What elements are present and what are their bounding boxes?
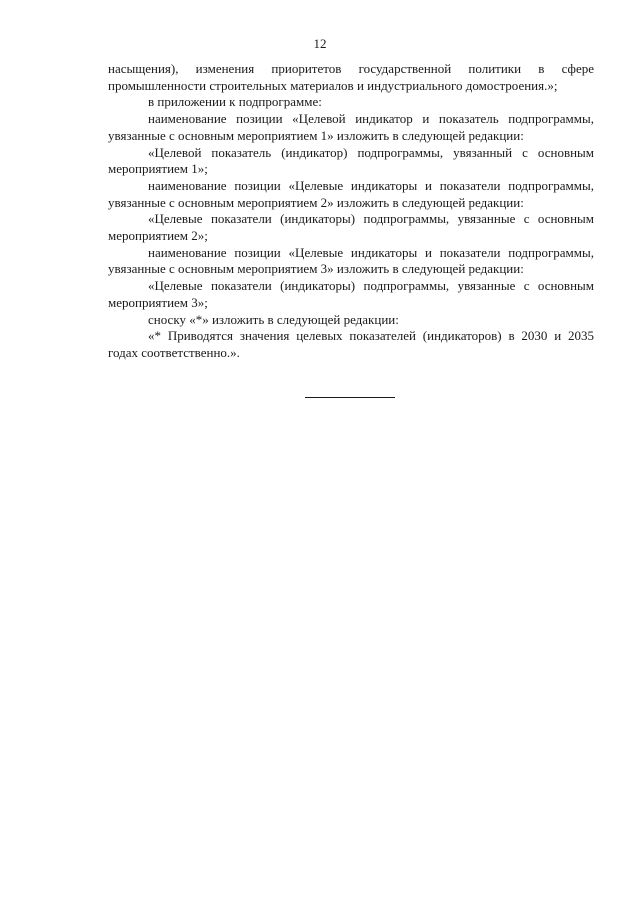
paragraph: «Целевой показатель (индикатор) подпрограммы, увязанный с основным мероприятием 1»;: [108, 144, 594, 177]
page-number: 12: [313, 36, 327, 51]
paragraph: «* Приводятся значения целевых показателей (индикаторов) в 2030 и 2035 годах соответственно.».: [108, 328, 594, 360]
paragraph: «Целевые показатели (индикаторы) подпрограммы, увязанные с основным мероприятием 3»;: [108, 278, 594, 310]
paragraph: наименование позиции «Целевые индикаторы и показатели подпрограммы, увязанные с основным мероприятием 2» изложить в следующей редакции:: [108, 177, 594, 210]
paragraph: в приложении к подпрограмме:: [148, 94, 322, 110]
closing-divider-line: [305, 397, 395, 398]
paragraph: «Целевые показатели (индикаторы) подпрограммы, увязанные с основным мероприятием 2»;: [108, 211, 594, 244]
body-text: [108, 61, 594, 362]
paragraph: наименование позиции «Целевые индикаторы и показатели подпрограммы, увязанные с основным мероприятием 3» изложить в следующей редакции:: [108, 244, 594, 277]
paragraph: наименование позиции «Целевой индикатор и показатель подпрограммы, увязанные с основным мероприятием 1» изложить в следующей редакции:: [108, 111, 594, 143]
paragraph: насыщения), изменения приоритетов государственной политики в сфере промышленности строительных материалов и индустриального домостроения.»;: [108, 61, 594, 93]
paragraph: сноску «*» изложить в следующей редакции:: [148, 311, 399, 327]
